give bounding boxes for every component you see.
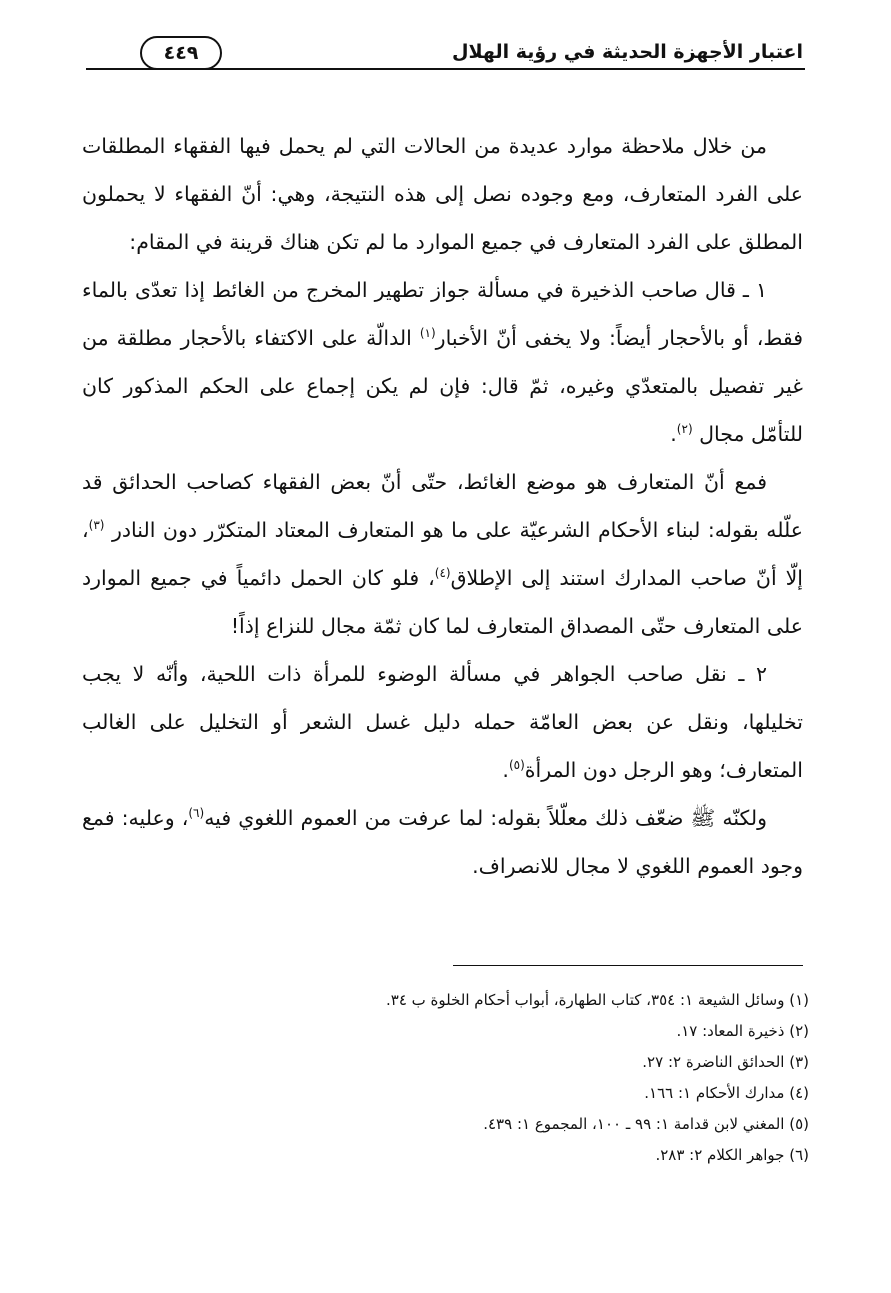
footnote-ref[interactable]: (٣) — [88, 518, 105, 532]
paragraph-intro: من خلال ملاحظة موارد عديدة من الحالات التي لم يحمل فيها الفقهاء المطلقات على الفرد المتعارف، ومع وجوده نصل إلى هذه النتيجة، وهي: أنّ الفقهاء لا يحملون المطلق على الفرد المتعارف في جميع الموارد ما لم تكن هناك قرينة في المقام: — [82, 134, 803, 254]
footnote-3: (٣) الحدائق الناضرة ٢: ٢٧. — [642, 1053, 809, 1071]
paragraph-text: ، وعليه: فمع وجود العموم اللغوي لا مجال للانصراف. — [82, 806, 803, 878]
footnote-6: (٦) جواهر الكلام ٢: ٢٨٣. — [655, 1146, 809, 1164]
footnote-ref[interactable]: (٤) — [434, 566, 451, 580]
footnote-separator — [453, 965, 803, 966]
paragraph-item-2 — [82, 650, 803, 794]
footnote-ref[interactable]: (٥) — [508, 758, 525, 772]
footnote-5: (٥) المغني لابن قدامة ١: ٩٩ ـ ١٠٠، المجموع ١: ٤٣٩. — [483, 1115, 809, 1133]
paragraph-item-1 — [82, 266, 803, 458]
paragraph-text: . — [670, 422, 677, 446]
main-text — [82, 122, 803, 890]
header-rule — [86, 68, 805, 70]
page-number-badge — [140, 36, 222, 70]
paragraph-text: ١ ـ قال صاحب الذخيرة في مسألة جواز تطهير المخرج من الغائط إذا تعدّى بالماء فقط، أو بالأحجار أيضاً: ولا يخفى أنّ الأخبار — [82, 278, 803, 350]
footnote-2: (٢) ذخيرة المعاد: ١٧. — [676, 1022, 809, 1040]
paragraph-text: ، إلّا أنّ صاحب المدارك استند إلى الإطلاق — [82, 518, 804, 590]
page-number: ٤٤٩ — [163, 41, 199, 64]
paragraph-text: الدالّة على الاكتفاء بالأحجار مطلقة من غير تفصيل بالمتعدّي وغيره، ثمّ قال: فإن لم يكن إجماع على الحكم المذكور كان للتأمّل مجال — [82, 326, 803, 446]
paragraph-text: ، فلو كان الحمل دائمياً في جميع الموارد على المتعارف حتّى المصداق المتعارف لما كان ثمّة مجال للنزاع إذاً! — [82, 566, 803, 638]
footnote-ref[interactable]: (٦) — [188, 806, 205, 820]
footnotes — [86, 985, 809, 1171]
paragraph-text: . — [502, 758, 509, 782]
running-title: اعتبار الأجهزة الحديثة في رؤية الهلال — [452, 41, 803, 63]
footnote-4: (٤) مدارك الأحكام ١: ١٦٦. — [644, 1084, 809, 1102]
footnote-ref[interactable]: (١) — [419, 326, 436, 340]
footnote-1: (١) وسائل الشيعة ١: ٣٥٤، كتاب الطهارة، أبواب أحكام الخلوة ب ٣٤. — [385, 991, 809, 1009]
paragraph-item-2-discussion — [82, 794, 803, 890]
paragraph-text: ولكنّه ﷺ ضعّف ذلك معلّلاً بقوله: لما عرفت من العموم اللغوي فيه — [204, 806, 767, 830]
paragraph-item-1-discussion — [82, 458, 803, 650]
footnote-ref[interactable]: (٢) — [676, 422, 693, 436]
paragraph-text: فمع أنّ المتعارف هو موضع الغائط، حتّى أنّ بعض الفقهاء كصاحب الحدائق قد علّله بقوله: لبناء الأحكام الشرعيّة على ما هو المتعارف المعتاد المتكرّر دون النادر — [82, 470, 803, 542]
paragraph-text: ٢ ـ نقل صاحب الجواهر في مسألة الوضوء للمرأة ذات اللحية، وأنّه لا يجب تخليلها، ونقل عن بعض العامّة حمله دليل غسل الشعر أو التخليل على الغالب المتعارف؛ وهو الرجل دون المرأة — [82, 662, 803, 782]
